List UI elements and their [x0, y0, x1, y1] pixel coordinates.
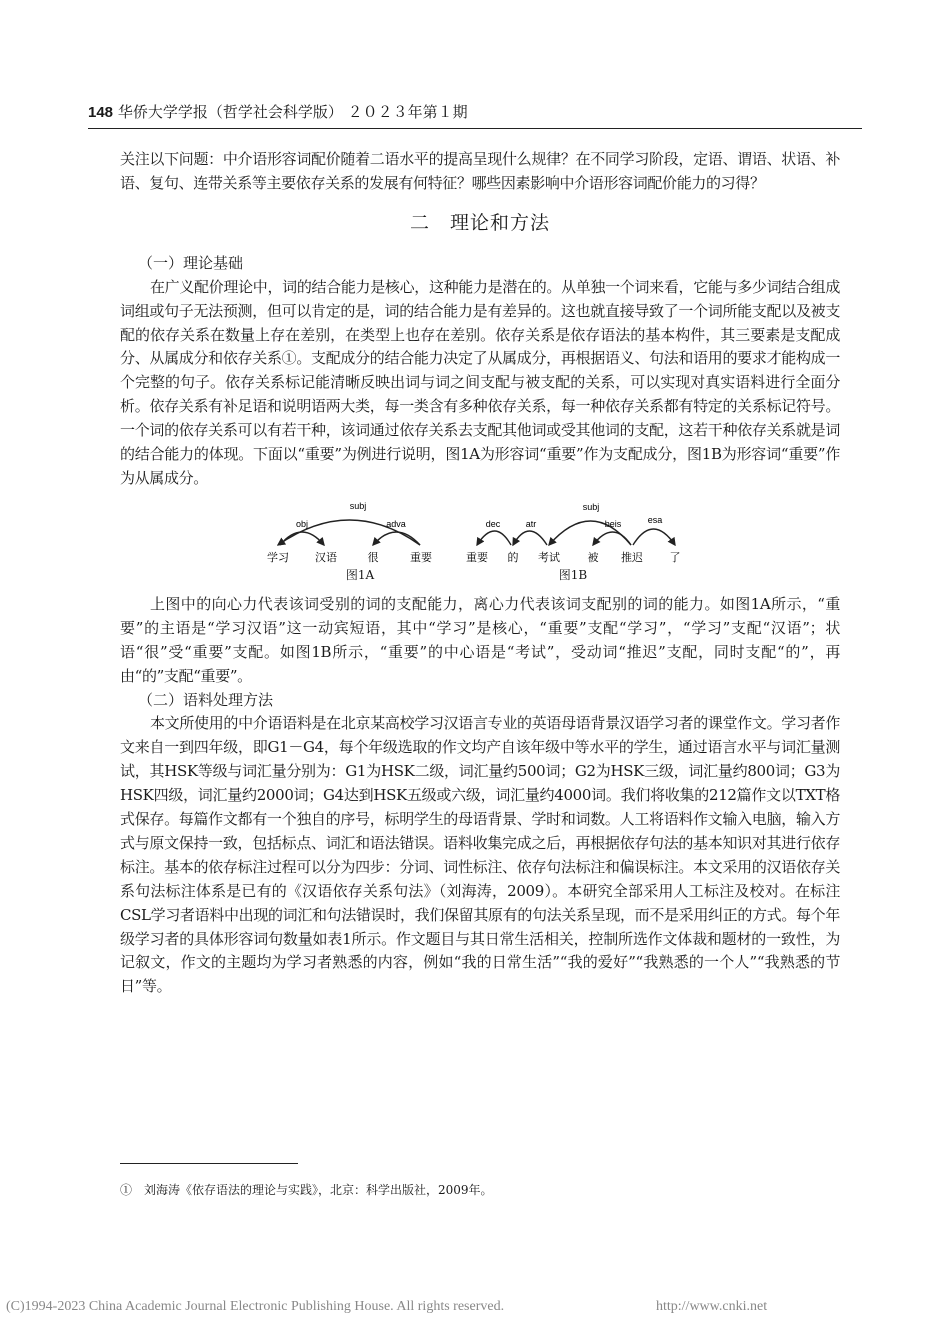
figure-1b-diagram: [463, 501, 683, 567]
arc-esa: [633, 529, 675, 545]
arc-label: adva: [386, 518, 406, 529]
footnote-rule: [120, 1163, 298, 1164]
subsection-title-corpus: （二）语料处理方法: [138, 690, 274, 709]
arc-label: subj: [582, 501, 600, 512]
figure-1b: [463, 501, 683, 582]
figure-explanation-paragraph: 上图中的向心力代表该词受别的词的支配能力，离心力代表该词支配别的词的能力。如图1A所示，“重要”的主语是“学习汉语”这一动宾短语，其中“学习”是核心，“重要”支配“学习”，“学习”支配“汉语”；状语“很”受“重要”支配。如图1B所示，“重要”的中心语是“考试”，受动词“推迟”支配，同时支配“的”，再由“的”支配“重要”。: [120, 594, 840, 685]
copyright-footer: [6, 1298, 946, 1316]
word: 推迟: [621, 551, 643, 564]
word: 了: [669, 551, 681, 564]
article-body: [120, 148, 840, 999]
word: 的: [507, 551, 519, 564]
figure-1a-diagram: [260, 501, 460, 567]
theory-paragraph: 在广义配价理论中，词的结合能力是核心，这种能力是潜在的。从单独一个词来看，它能与多少词结合组成词组或句子无法预测，但可以肯定的是，词的结合能力是有差异的。这也就直接导致了一个词所能支配以及被支配的依存关系在数量上存在差别，在类型上也存在差别。依存关系是依存语法的基本构件，其三要素是支配成分、从属成分和依存关系①。支配成分的结合能力决定了从属成分，再根据语义、句法和语用的要求才能构成一个完整的句子。依存关系标记能清晰反映出词与词之间支配与被支配的关系，可以实现对真实语料进行全面分析。依存关系有补足语和说明语两大类，每一类含有多种依存关系，每一种依存关系都有特定的关系标记符号。一个词的依存关系可以有若干种，该词通过依存关系去支配其他词或受其他词的支配，这若干种依存关系就是词的结合能力的体现。下面以“重要”为例进行说明，图1A为形容词“重要”作为支配成分，图1B为形容词“重要”作为从属成分。: [120, 277, 840, 487]
intro-paragraph: 关注以下问题：中介语形容词配价随着二语水平的提高呈现什么规律？在不同学习阶段，定语、谓语、状语、补语、复句、连带关系等主要依存关系的发展有何特征？哪些因素影响中介语形容词配价能力的习得？: [120, 150, 840, 192]
arc-label: obj: [295, 518, 309, 529]
corpus-paragraph: 本文所使用的中介语语料是在北京某高校学习汉语言专业的英语母语背景汉语学习者的课堂作文。学习者作文来自一到四年级，即G1－G4，每个年级选取的作文均产自该年级中等水平的学生，通过语言水平与词汇量测试，其HSK等级与词汇量分别为：G1为HSK二级，词汇量约500词；G2为HSK三级，词汇量约800词；G3为HSK四级，词汇量约2000词；G4达到HSK五级或六级，词汇量约4000词。我们将收集的212篇作文以TXT格式保存。每篇作文都有一个独自的序号，标明学生的母语背景、学时和词数。人工将语料作文输入电脑，输入方式与原文保持一致，包括标点、词汇和语法错误。语料收集完成之后，再根据依存句法的基本知识对其进行依存标注。基本的依存标注过程可以分为四步：分词、词性标注、依存句法标注和偏误标注。本文采用的汉语依存关系句法标注体系是已有的《汉语依存关系句法》（刘海涛，2009）。本研究全部采用人工标注及校对。在标注CSL学习者语料中出现的词汇和句法错误时，我们保留其原有的句法关系呈现，而不是采用纠正的方式。每个年级学习者的具体形容词句数量如表1所示。作文题目与其日常生活相关，控制所选作文体裁和题材的一致性，为记叙文，作文的主题均为学习者熟悉的内容，例如“我的日常生活”“我的爱好”“我熟悉的一个人”“我熟悉的节日”等。: [120, 714, 840, 996]
figure-1a-caption: 图1A: [345, 567, 375, 582]
arc-label: atr: [525, 518, 537, 529]
footnote: ① 刘海涛《依存语法的理论与实践》，北京：科学出版社，2009年。: [120, 1183, 493, 1197]
page-number: 148: [88, 104, 114, 121]
figure-1a: [260, 500, 460, 582]
copyright-notice: (C)1994-2023 China Academic Journal Electronic Publishing House. All rights reserved.: [6, 1299, 505, 1314]
arc-label: subj: [349, 500, 367, 511]
arc-label: beis: [604, 518, 622, 529]
arc-label: esa: [647, 514, 663, 525]
journal-title: 华侨大学学报（哲学社会科学版）: [117, 103, 343, 121]
header-rule: [88, 128, 862, 129]
arc-label: dec: [485, 518, 501, 529]
word: 汉语: [315, 551, 337, 564]
arc-adva: [373, 532, 420, 545]
arc-dec: [477, 531, 511, 545]
word: 被: [587, 551, 599, 564]
cnki-link[interactable]: http://www.cnki.net: [656, 1299, 768, 1314]
journal-issue: ２０２３年第１期: [347, 103, 468, 121]
section-title: 二 理论和方法: [409, 211, 550, 234]
word: 学习: [267, 551, 289, 564]
arc-obj: [280, 532, 324, 545]
running-header: [88, 102, 862, 122]
word: 重要: [410, 551, 432, 564]
figure-1: [120, 501, 840, 591]
arc-atr: [513, 531, 547, 545]
subsection-title-theory: （一）理论基础: [138, 253, 244, 272]
figure-1b-caption: 图1B: [558, 567, 588, 582]
arc-beis: [593, 532, 631, 545]
word: 很: [367, 551, 379, 564]
word: 重要: [466, 551, 488, 564]
word: 考试: [538, 551, 560, 564]
